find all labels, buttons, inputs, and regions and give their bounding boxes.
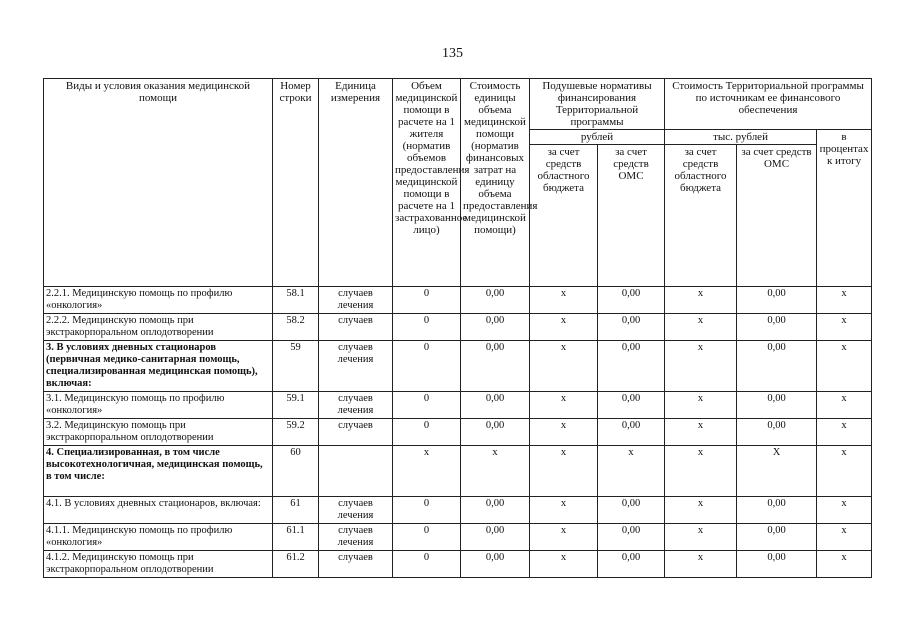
- row-number: 61.1: [273, 524, 319, 551]
- row-cost: 0,00: [461, 497, 530, 524]
- row-unit: [319, 446, 393, 497]
- row-cost-oms: 0,00: [737, 419, 817, 446]
- table-row: [44, 392, 872, 419]
- header-oms-2: за счет средств ОМС: [737, 145, 817, 287]
- row-per-capita-oms: 0,00: [598, 314, 665, 341]
- row-volume: 0: [393, 392, 461, 419]
- table-row: [44, 497, 872, 524]
- row-name: 3.2. Медицинскую помощь при экстракорпоральном оплодотворении: [44, 419, 273, 446]
- row-name: 2.2.1. Медицинскую помощь по профилю «онкология»: [44, 287, 273, 314]
- row-percent: х: [817, 524, 872, 551]
- row-per-capita-budget: х: [530, 392, 598, 419]
- table-row: [44, 287, 872, 314]
- row-unit: случаев: [319, 419, 393, 446]
- row-volume: 0: [393, 314, 461, 341]
- row-cost-oms: 0,00: [737, 287, 817, 314]
- row-name: 3. В условиях дневных стационаров (первичная медико-санитарная помощь, специализированная медицинская помощь), включая:: [44, 341, 273, 392]
- financing-table: [43, 78, 872, 578]
- row-per-capita-oms: 0,00: [598, 524, 665, 551]
- row-per-capita-oms: 0,00: [598, 497, 665, 524]
- row-percent: х: [817, 341, 872, 392]
- row-cost: 0,00: [461, 551, 530, 578]
- row-cost-budget: х: [665, 419, 737, 446]
- row-cost-budget: х: [665, 314, 737, 341]
- row-unit: случаев лечения: [319, 341, 393, 392]
- row-name: 2.2.2. Медицинскую помощь при экстракорпоральном оплодотворении: [44, 314, 273, 341]
- row-cost-budget: х: [665, 392, 737, 419]
- header-unit-thousand-rub: тыс. рублей: [665, 130, 817, 145]
- header-per-capita-group: Подушевые нормативы финансирования Территориальной программы: [530, 79, 665, 130]
- row-percent: х: [817, 446, 872, 497]
- row-percent: х: [817, 314, 872, 341]
- row-name: 4. Специализированная, в том числе высокотехнологичная, медицинская помощь, в том числе:: [44, 446, 273, 497]
- row-cost-budget: х: [665, 524, 737, 551]
- row-cost-budget: х: [665, 446, 737, 497]
- row-cost: х: [461, 446, 530, 497]
- header-name: Виды и условия оказания медицинской помощи: [44, 79, 273, 287]
- row-percent: х: [817, 287, 872, 314]
- header-unit: Единица измерения: [319, 79, 393, 287]
- row-cost-budget: х: [665, 497, 737, 524]
- table-row: [44, 551, 872, 578]
- row-number: 61.2: [273, 551, 319, 578]
- row-cost-oms: 0,00: [737, 392, 817, 419]
- row-cost-oms: Х: [737, 446, 817, 497]
- row-number: 60: [273, 446, 319, 497]
- row-volume: 0: [393, 419, 461, 446]
- row-per-capita-budget: х: [530, 341, 598, 392]
- header-oms: за счет средств ОМС: [598, 145, 665, 287]
- header-regional-budget-2: за счет средств областного бюджета: [665, 145, 737, 287]
- row-per-capita-oms: 0,00: [598, 419, 665, 446]
- row-percent: х: [817, 551, 872, 578]
- row-per-capita-budget: х: [530, 446, 598, 497]
- row-per-capita-oms: 0,00: [598, 551, 665, 578]
- row-per-capita-budget: х: [530, 497, 598, 524]
- row-unit: случаев лечения: [319, 497, 393, 524]
- row-per-capita-budget: х: [530, 419, 598, 446]
- table-row: [44, 314, 872, 341]
- row-cost: 0,00: [461, 287, 530, 314]
- row-name: 3.1. Медицинскую помощь по профилю «онкология»: [44, 392, 273, 419]
- row-per-capita-oms: 0,00: [598, 341, 665, 392]
- row-per-capita-oms: х: [598, 446, 665, 497]
- table-row: [44, 341, 872, 392]
- row-cost-budget: х: [665, 341, 737, 392]
- row-volume: 0: [393, 341, 461, 392]
- row-per-capita-budget: х: [530, 314, 598, 341]
- page-number: 135: [442, 46, 463, 61]
- header-unit-rub: рублей: [530, 130, 665, 145]
- row-cost: 0,00: [461, 341, 530, 392]
- row-percent: х: [817, 419, 872, 446]
- row-cost-oms: 0,00: [737, 314, 817, 341]
- row-number: 59: [273, 341, 319, 392]
- row-unit: случаев лечения: [319, 524, 393, 551]
- table-body: [44, 79, 872, 578]
- row-name: 4.1.1. Медицинскую помощь по профилю «онкология»: [44, 524, 273, 551]
- row-cost-oms: 0,00: [737, 341, 817, 392]
- header-percent-of-total: в процентах к итогу: [817, 130, 872, 287]
- header-row-1: [44, 79, 872, 130]
- row-per-capita-budget: х: [530, 287, 598, 314]
- header-cost-sources-group: Стоимость Территориальной программы по источникам ее финансового обеспечения: [665, 79, 872, 130]
- row-cost: 0,00: [461, 314, 530, 341]
- row-cost: 0,00: [461, 524, 530, 551]
- row-per-capita-oms: 0,00: [598, 287, 665, 314]
- row-name: 4.1.2. Медицинскую помощь при экстракорпоральном оплодотворении: [44, 551, 273, 578]
- row-number: 58.1: [273, 287, 319, 314]
- row-cost-budget: х: [665, 551, 737, 578]
- row-cost-oms: 0,00: [737, 551, 817, 578]
- table-row: [44, 419, 872, 446]
- row-unit: случаев: [319, 551, 393, 578]
- header-regional-budget: за счет средств областного бюджета: [530, 145, 598, 287]
- header-volume: Объем медицинской помощи в расчете на 1 жителя (норматив объемов предоставления медицинской помощи в расчете на 1 застрахованное лицо): [393, 79, 461, 287]
- row-unit: случаев лечения: [319, 287, 393, 314]
- row-unit: случаев: [319, 314, 393, 341]
- row-number: 58.2: [273, 314, 319, 341]
- row-cost-oms: 0,00: [737, 497, 817, 524]
- row-number: 59.2: [273, 419, 319, 446]
- table-row: [44, 446, 872, 497]
- row-unit: случаев лечения: [319, 392, 393, 419]
- row-cost: 0,00: [461, 392, 530, 419]
- header-row-number: Номер строки: [273, 79, 319, 287]
- header-cost: Стоимость единицы объема медицинской помощи (норматив финансовых затрат на единицу объема предоставления медицинской помощи): [461, 79, 530, 287]
- row-volume: 0: [393, 497, 461, 524]
- row-per-capita-budget: х: [530, 551, 598, 578]
- row-percent: х: [817, 392, 872, 419]
- row-per-capita-budget: х: [530, 524, 598, 551]
- row-cost-oms: 0,00: [737, 524, 817, 551]
- row-per-capita-oms: 0,00: [598, 392, 665, 419]
- row-cost-budget: х: [665, 287, 737, 314]
- row-cost: 0,00: [461, 419, 530, 446]
- row-percent: х: [817, 497, 872, 524]
- row-number: 59.1: [273, 392, 319, 419]
- row-volume: 0: [393, 551, 461, 578]
- table-row: [44, 524, 872, 551]
- row-volume: х: [393, 446, 461, 497]
- row-name: 4.1. В условиях дневных стационаров, включая:: [44, 497, 273, 524]
- row-volume: 0: [393, 287, 461, 314]
- row-volume: 0: [393, 524, 461, 551]
- row-number: 61: [273, 497, 319, 524]
